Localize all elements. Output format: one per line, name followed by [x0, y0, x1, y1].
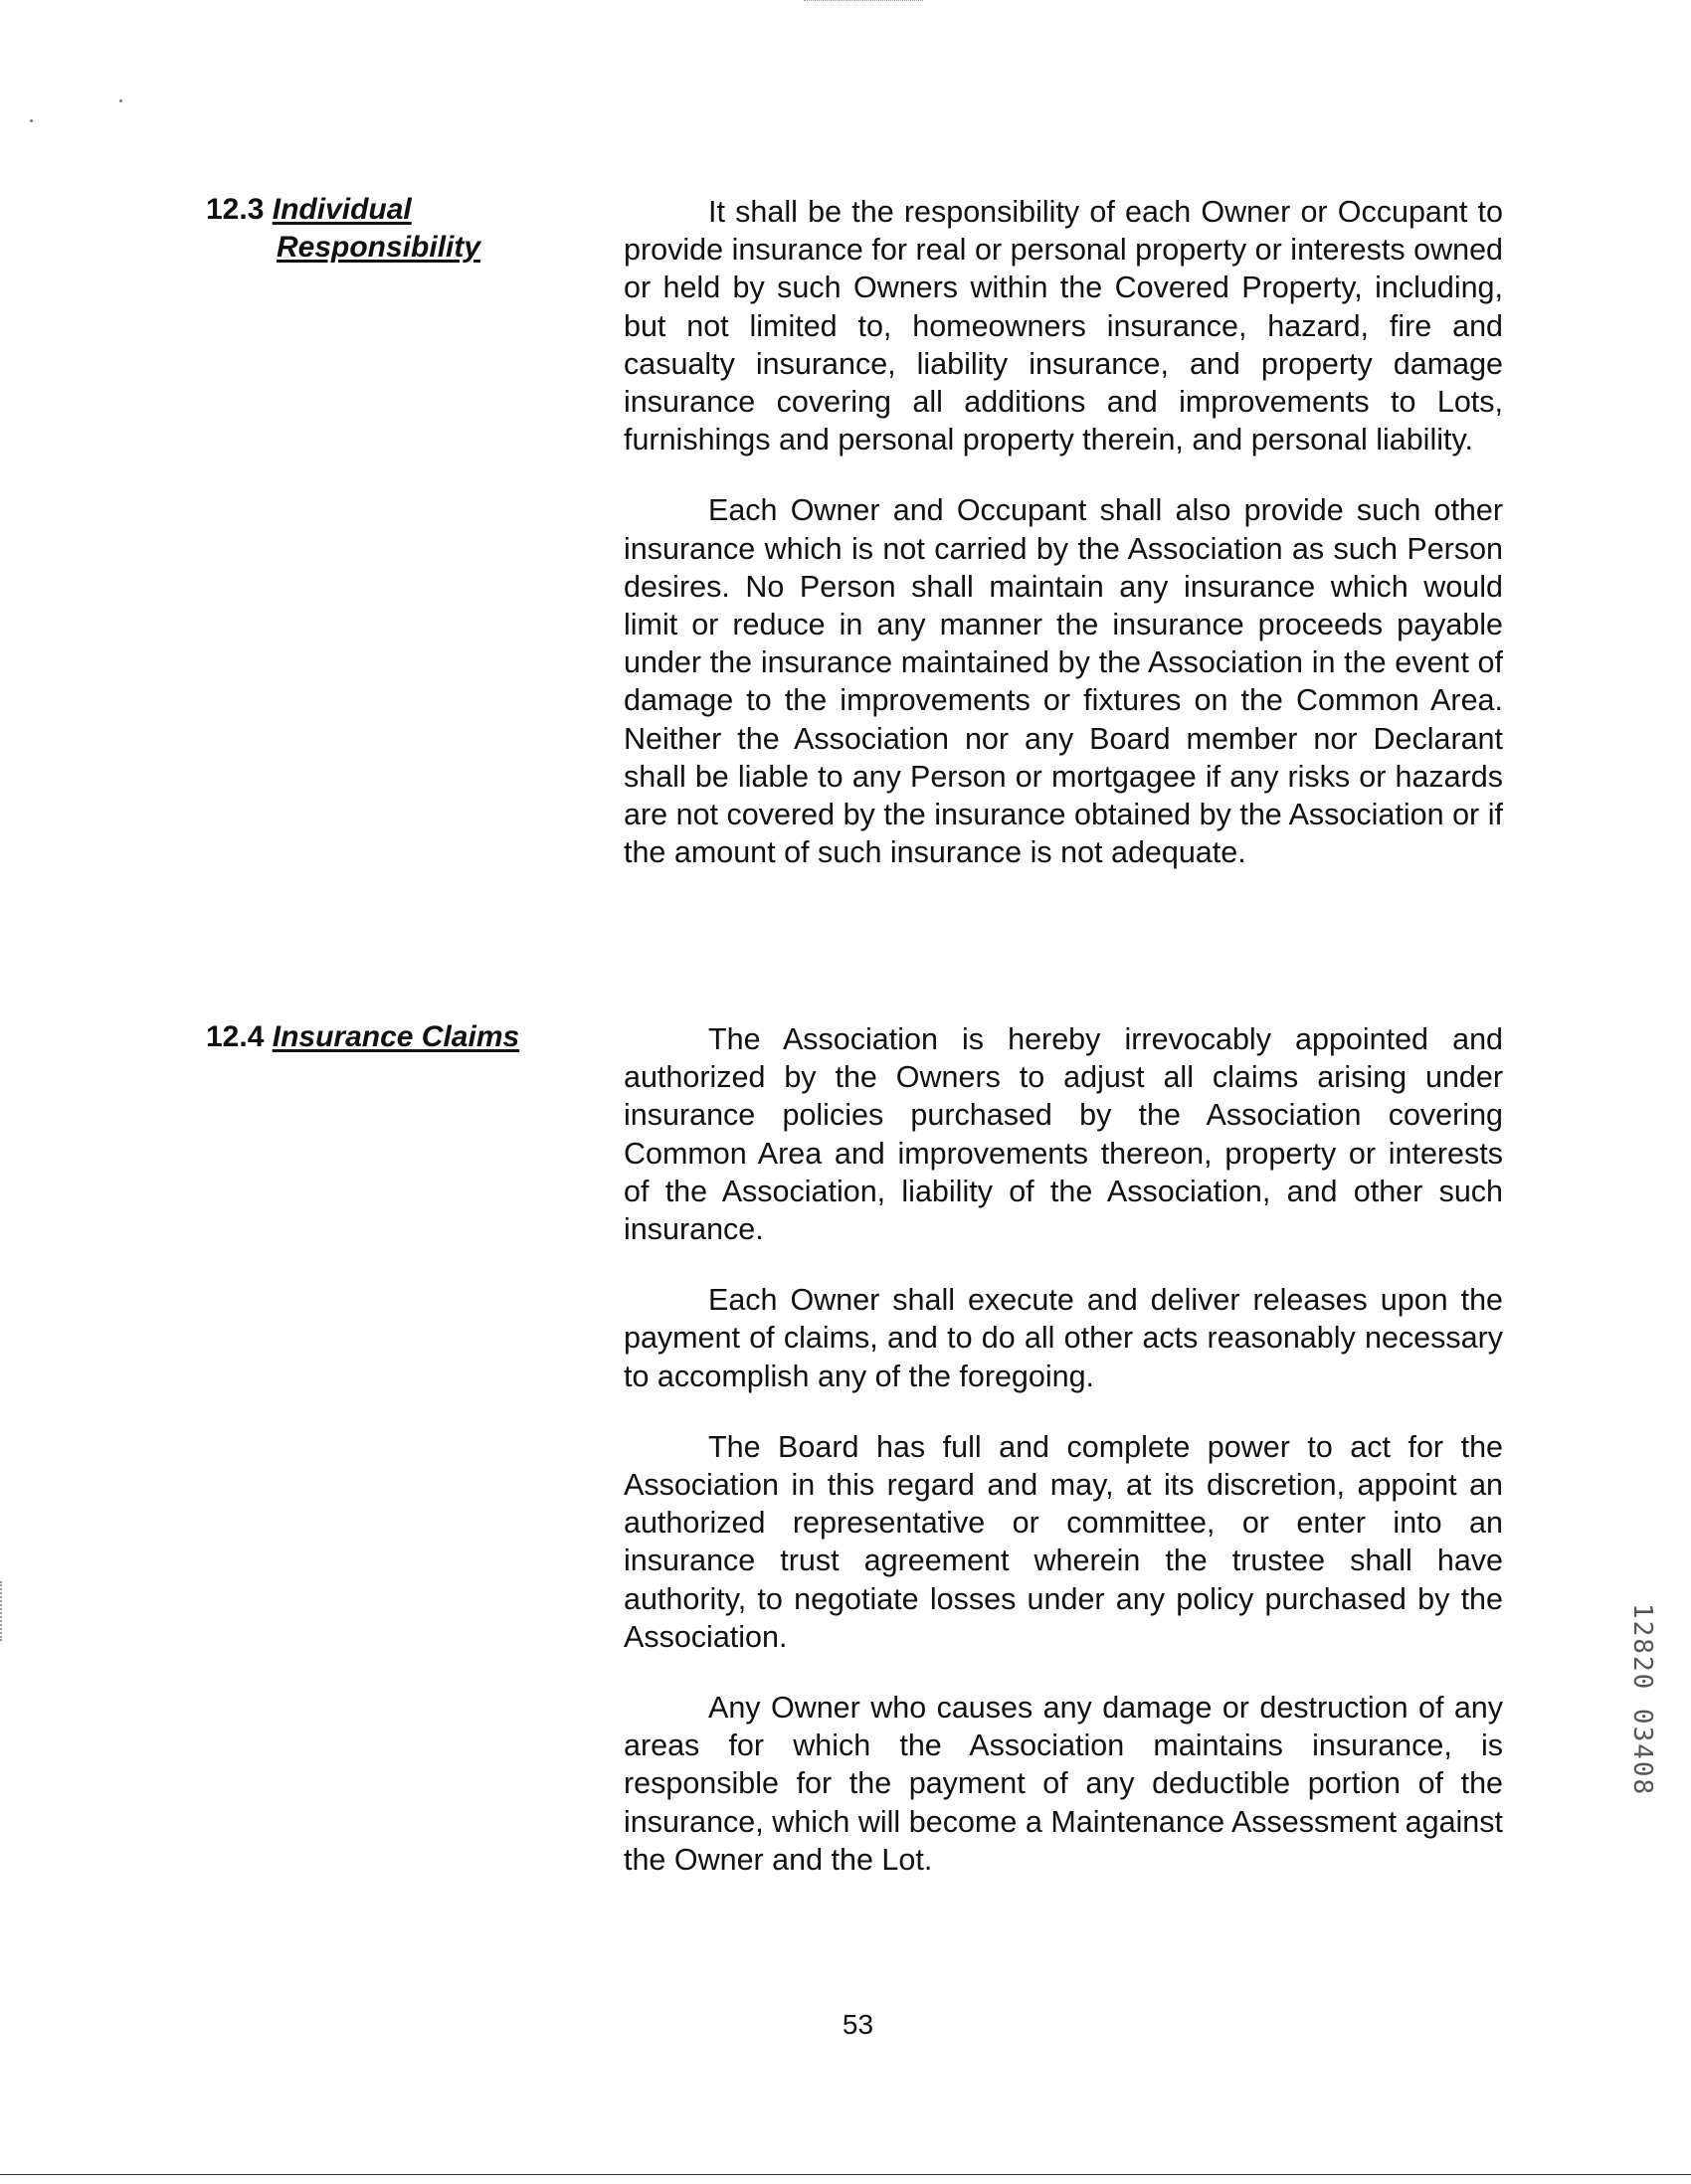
- paragraph: Any Owner who causes any damage or destruction of any areas for which the Association maintains insurance, is responsible for the payment of any deductible portion of the insurance, which will become a Maintenance Assessment against the Owner and the Lot.: [624, 1691, 1503, 1877]
- section-number: 12.3: [206, 193, 265, 226]
- section-number: 12.4: [206, 1020, 265, 1053]
- paragraph: Each Owner shall execute and deliver releases upon the payment of claims, and to do all other acts reasonably necessary to accomplish any of the foregoing.: [624, 1283, 1503, 1393]
- section-title-line1: Insurance Claims: [272, 1020, 520, 1053]
- paragraph: The Board has full and complete power to act for the Association in this regard and may, at its discretion, appoint an authorized representative or committee, or enter into an insurance trust agreement wherein the trustee shall have authority, to negotiate losses under any policy purchased by the Association.: [624, 1429, 1503, 1654]
- scan-artifact-top: [804, 0, 923, 5]
- section-title-line1: Individual: [272, 193, 412, 226]
- section-body: [624, 193, 1503, 904]
- page-number: 53: [842, 2009, 874, 2040]
- side-stamp-text: 12820 03408: [1627, 1603, 1657, 1797]
- side-stamp: [1623, 1603, 1663, 1882]
- scan-artifact-bottom: [0, 2174, 1691, 2175]
- scan-speck: [30, 119, 33, 122]
- section-title-line2: Responsibility: [277, 231, 481, 264]
- paragraph: It shall be the responsibility of each Owner or Occupant to provide insurance for real or personal property or interests owned or held by such Owners within the Covered Property, including, but not limited to, homeowners insurance, hazard, fire and casualty insurance, liability insurance, and property damage insurance covering all additions and improvements to Lots, furnishings and personal property therein, and personal liability.: [624, 195, 1503, 457]
- paragraph: The Association is hereby irrevocably appointed and authorized by the Owners to adjust all claims arising under insurance policies purchased by the Association covering Common Area and improvements thereon, property or interests of the Association, liability of the Association, and other such insurance.: [624, 1022, 1503, 1247]
- section-heading: [206, 191, 564, 267]
- section-body: [624, 1020, 1503, 1911]
- scan-speck: [119, 99, 122, 102]
- scan-artifact-left-edge: [0, 1581, 4, 1641]
- section-heading: [206, 1018, 564, 1056]
- paragraph: Each Owner and Occupant shall also provide such other insurance which is not carried by the Association as such Person desires. No Person shall maintain any insurance which would limit or reduce in any manner the insurance proceeds payable under the insurance maintained by the Association in the event of damage to the improvements or fixtures on the Common Area. Neither the Association nor any Board member nor Declarant shall be liable to any Person or mortgagee if any risks or hazards are not covered by the insurance obtained by the Association or if the amount of such insurance is not adequate.: [624, 493, 1503, 870]
